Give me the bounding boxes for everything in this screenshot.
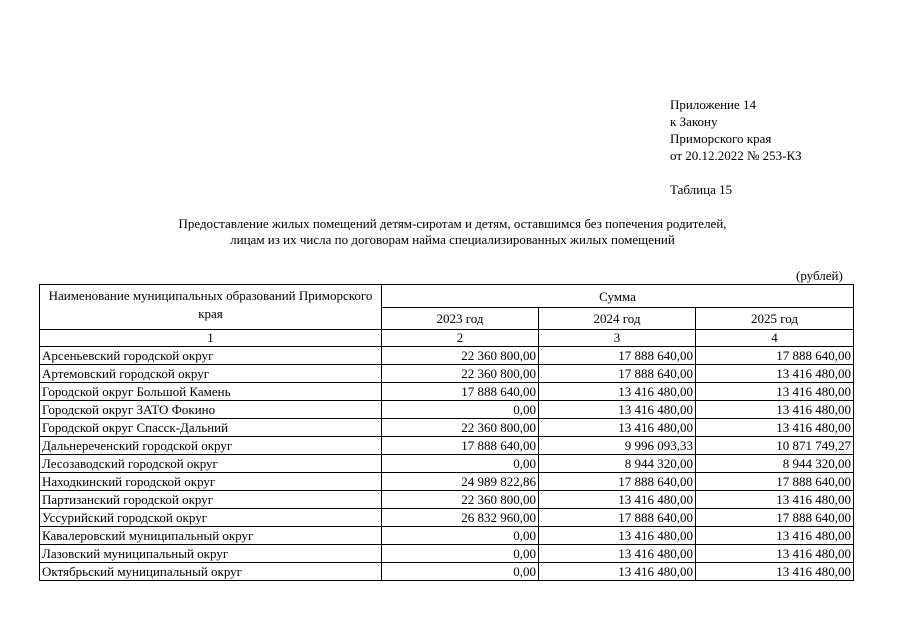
amount-2024: 13 416 480,00: [539, 401, 696, 419]
appendix-line: к Закону: [670, 114, 718, 129]
amount-2023: 0,00: [382, 455, 539, 473]
amount-2024: 17 888 640,00: [539, 365, 696, 383]
amount-2025: 10 871 749,27: [696, 437, 854, 455]
municipality-header-text: Наименование муниципальных образований Приморского края: [48, 288, 373, 321]
appendix-line: Приложение 14: [670, 97, 757, 112]
amount-2023: 22 360 800,00: [382, 491, 539, 509]
amount-2024: 17 888 640,00: [539, 509, 696, 527]
units-label: (рублей): [796, 268, 843, 283]
table-row: [40, 455, 854, 473]
appendix-line: от 20.12.2022 № 253-КЗ: [670, 148, 802, 163]
allocation-table: [39, 284, 854, 581]
amount-2023: 22 360 800,00: [382, 365, 539, 383]
title-line: лицам из их числа по договорам найма специализированных жилых помещений: [230, 232, 675, 247]
amount-2023: 0,00: [382, 527, 539, 545]
sum-column-header: Сумма: [382, 285, 854, 308]
year-header: 2025 год: [696, 308, 854, 330]
amount-2025: 8 944 320,00: [696, 455, 854, 473]
amount-2024: 13 416 480,00: [539, 419, 696, 437]
table-row: [40, 347, 854, 365]
amount-2023: 24 989 822,86: [382, 473, 539, 491]
municipality-name: Лесозаводский городской округ: [40, 455, 382, 473]
document-title: [0, 216, 905, 248]
amount-2025: 13 416 480,00: [696, 563, 854, 581]
amount-2025: 13 416 480,00: [696, 401, 854, 419]
amount-2023: 26 832 960,00: [382, 509, 539, 527]
table-row: [40, 365, 854, 383]
amount-2024: 13 416 480,00: [539, 491, 696, 509]
amount-2023: 22 360 800,00: [382, 419, 539, 437]
table-row: [40, 491, 854, 509]
amount-2025: 13 416 480,00: [696, 365, 854, 383]
table-row: [40, 509, 854, 527]
amount-2025: 13 416 480,00: [696, 491, 854, 509]
year-header: 2024 год: [539, 308, 696, 330]
municipality-name: Октябрьский муниципальный округ: [40, 563, 382, 581]
table-row: [40, 419, 854, 437]
municipality-name: Арсеньевский городской округ: [40, 347, 382, 365]
column-number: 2: [382, 330, 539, 347]
municipality-name: Городской округ Большой Камень: [40, 383, 382, 401]
amount-2025: 13 416 480,00: [696, 545, 854, 563]
column-number: 4: [696, 330, 854, 347]
column-number-row: [40, 330, 854, 347]
table-row: [40, 527, 854, 545]
year-header: 2023 год: [382, 308, 539, 330]
table-row: [40, 401, 854, 419]
amount-2023: 0,00: [382, 401, 539, 419]
municipality-name: Кавалеровский муниципальный округ: [40, 527, 382, 545]
amount-2024: 13 416 480,00: [539, 563, 696, 581]
appendix-line: Приморского края: [670, 131, 772, 146]
amount-2023: 17 888 640,00: [382, 383, 539, 401]
amount-2025: 13 416 480,00: [696, 419, 854, 437]
table-row: [40, 473, 854, 491]
municipality-name: Уссурийский городской округ: [40, 509, 382, 527]
municipality-name: Артемовский городской округ: [40, 365, 382, 383]
amount-2024: 13 416 480,00: [539, 545, 696, 563]
amount-2024: 9 996 093,33: [539, 437, 696, 455]
amount-2024: 13 416 480,00: [539, 527, 696, 545]
amount-2024: 13 416 480,00: [539, 383, 696, 401]
amount-2024: 17 888 640,00: [539, 347, 696, 365]
column-number: 1: [40, 330, 382, 347]
municipality-name: Дальнереченский городской округ: [40, 437, 382, 455]
table-row: [40, 545, 854, 563]
amount-2024: 17 888 640,00: [539, 473, 696, 491]
municipality-column-header: [40, 285, 382, 330]
municipality-name: Городской округ ЗАТО Фокино: [40, 401, 382, 419]
column-number: 3: [539, 330, 696, 347]
amount-2025: 13 416 480,00: [696, 383, 854, 401]
amount-2023: 17 888 640,00: [382, 437, 539, 455]
table-row: [40, 563, 854, 581]
municipality-name: Городской округ Спасск-Дальний: [40, 419, 382, 437]
amount-2024: 8 944 320,00: [539, 455, 696, 473]
appendix-header: [670, 96, 802, 164]
amount-2023: 0,00: [382, 563, 539, 581]
amount-2025: 17 888 640,00: [696, 509, 854, 527]
table-row: [40, 437, 854, 455]
amount-2025: 17 888 640,00: [696, 473, 854, 491]
amount-2025: 13 416 480,00: [696, 527, 854, 545]
amount-2023: 22 360 800,00: [382, 347, 539, 365]
municipality-name: Лазовский муниципальный округ: [40, 545, 382, 563]
amount-2025: 17 888 640,00: [696, 347, 854, 365]
municipality-name: Находкинский городской округ: [40, 473, 382, 491]
municipality-name: Партизанский городской округ: [40, 491, 382, 509]
title-line: Предоставление жилых помещений детям-сиротам и детям, оставшимся без попечения родителей,: [178, 216, 727, 231]
table-row: [40, 383, 854, 401]
amount-2023: 0,00: [382, 545, 539, 563]
table-label: Таблица 15: [670, 182, 733, 197]
